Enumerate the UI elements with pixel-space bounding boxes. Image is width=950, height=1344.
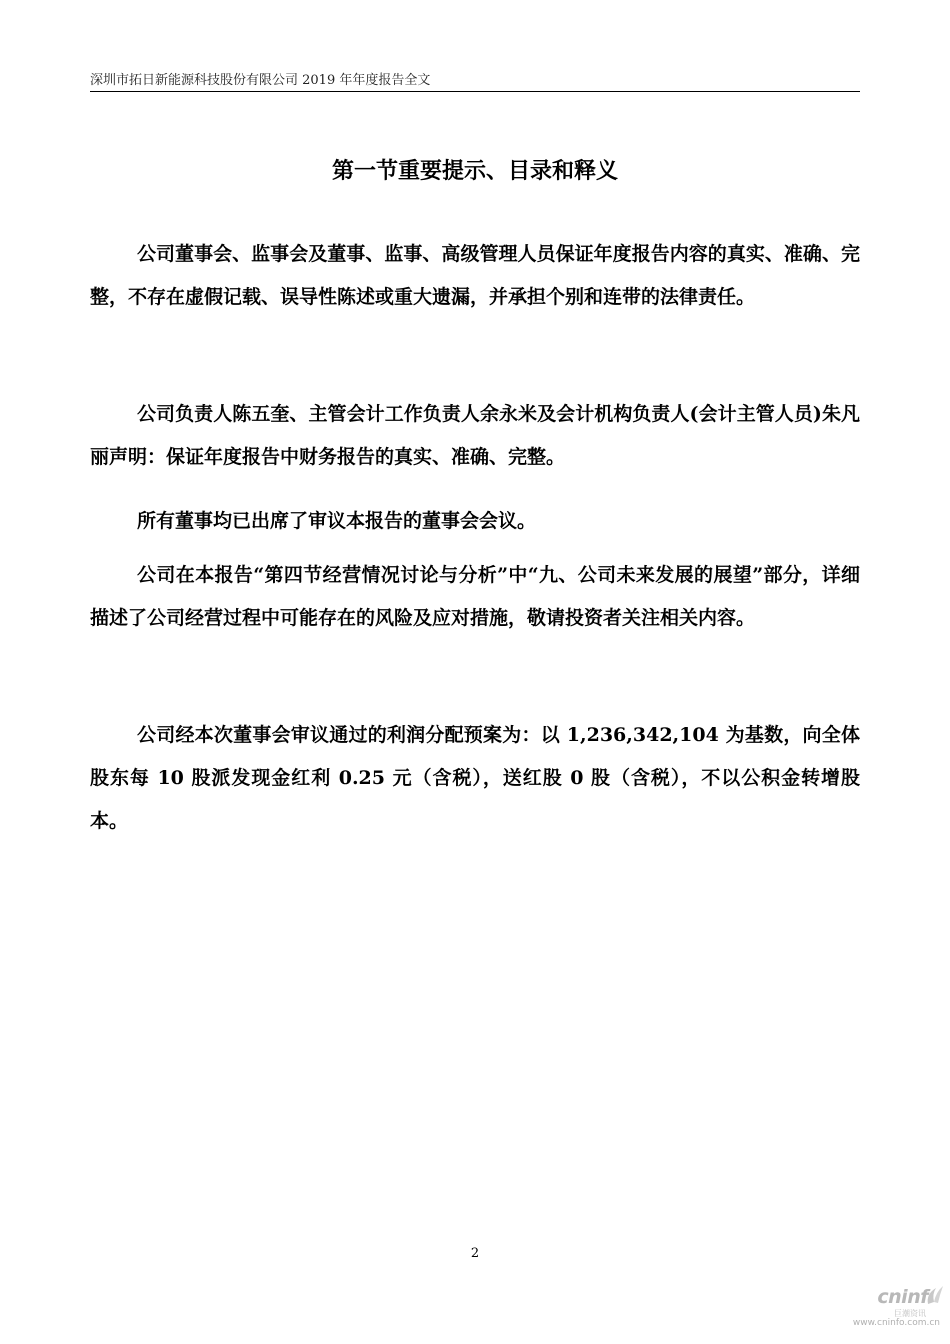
page-header: 深圳市拓日新能源科技股份有限公司 2019 年年度报告全文 — [90, 73, 431, 88]
paragraph-responsibility-statement: 公司董事会、监事会及董事、监事、高级管理人员保证年度报告内容的真实、准确、完整，不存在虚假记载、误导性陈述或重大遗漏，并承担个别和连带的法律责任。 — [90, 243, 860, 308]
logo-url: www.cninfo.com.cn — [852, 1318, 940, 1328]
logo-text: cninf — [877, 1286, 928, 1308]
section-title: 第一节重要提示、目录和释义 — [331, 158, 618, 184]
paragraph-profit-distribution: 公司经本次董事会审议通过的利润分配预案为：以 1,236,342,104 为基数，向全体股东每 10 股派发现金红利 0.25 元（含税），送红股 0 股（含税），不以公积金转增股本。 — [90, 724, 860, 832]
cninfo-watermark-logo — [846, 1282, 946, 1330]
paragraph-risk-notice: 公司在本报告“第四节经营情况讨论与分析”中“九、公司未来发展的展望”部分，详细描述了公司经营过程中可能存在的风险及应对措施，敬请投资者关注相关内容。 — [90, 564, 860, 629]
page-number: 2 — [470, 1246, 480, 1261]
paragraph-financial-declaration: 公司负责人陈五奎、主管会计工作负责人余永米及会计机构负责人(会计主管人员)朱凡丽声明：保证年度报告中财务报告的真实、准确、完整。 — [90, 403, 860, 468]
header-divider — [90, 91, 860, 92]
logo-subtext: 巨潮资讯 — [894, 1309, 926, 1318]
paragraph-board-attendance: 所有董事均已出席了审议本报告的董事会会议。 — [137, 510, 537, 532]
